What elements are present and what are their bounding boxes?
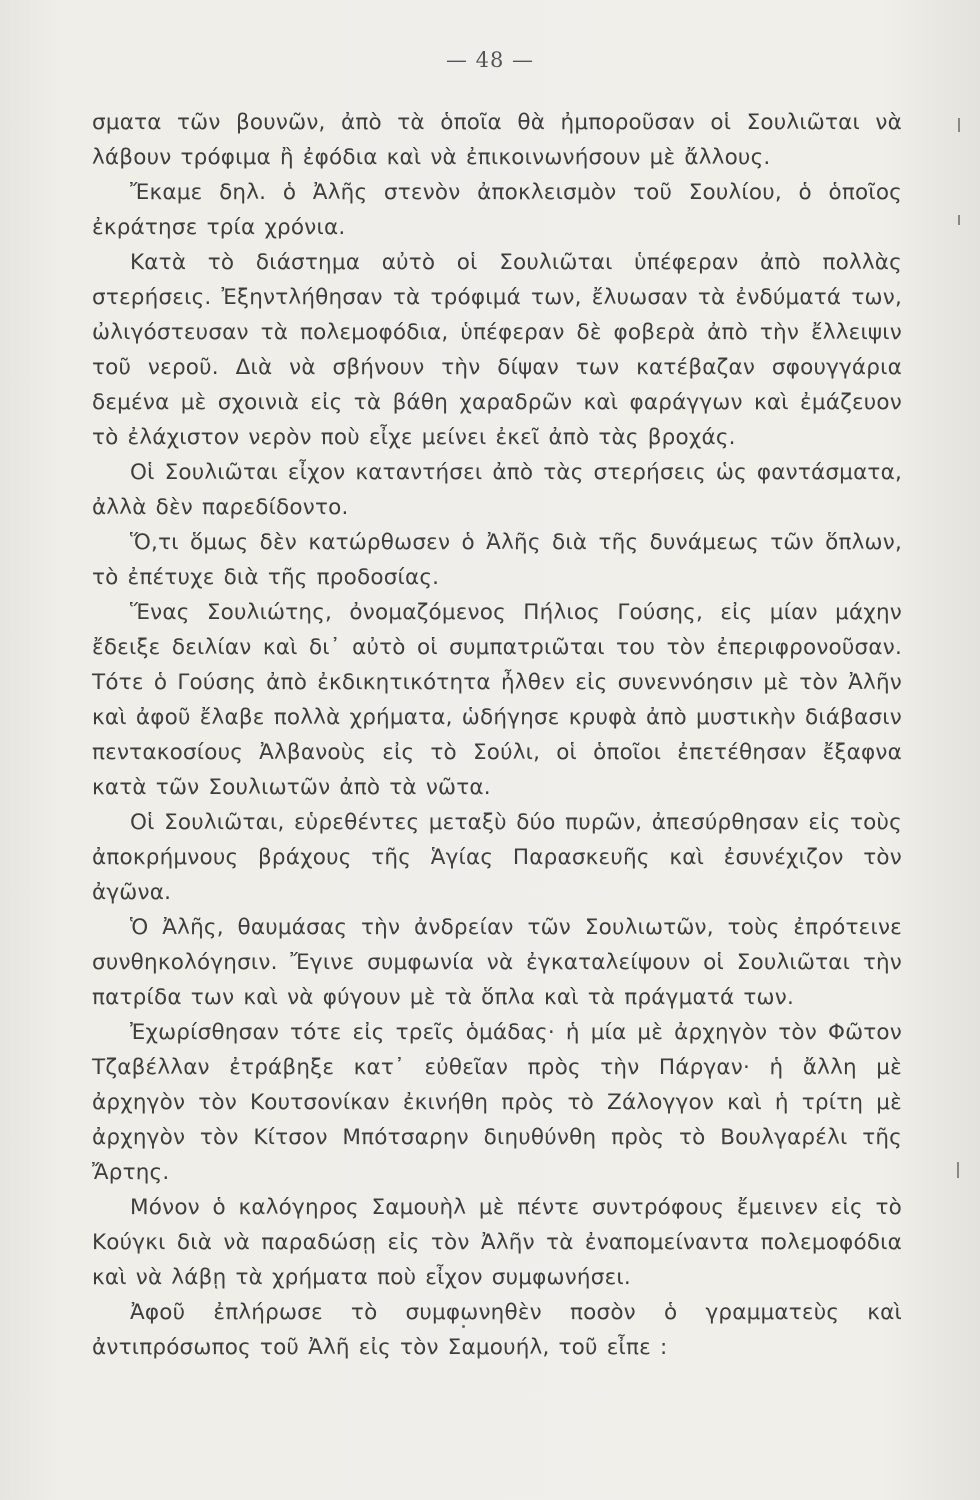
paragraph: Ὁ Ἀλῆς, θαυμάσας τὴν ἀνδρείαν τῶν Σουλιωτῶν, τοὺς ἐπρότεινε συνθηκολόγησιν. Ἔγινε συμφωνία νὰ ἐγκαταλείψουν οἱ Σουλιῶται τὴν πατρίδα των καὶ νὰ φύγουν μὲ τὰ ὅπλα καὶ τὰ πράγματά των. — [92, 915, 902, 1010]
paragraph: Μόνον ὁ καλόγηρος Σαμουὴλ μὲ πέντε συντρόφους ἔμεινεν εἰς τὸ Κούγκι διὰ νὰ παραδώσῃ εἰς τὸν Ἀλῆν τὰ ἐναπομείναντα πολεμοφόδια καὶ νὰ λάβῃ τὰ χρήματα ποὺ εἶχον συμφωνήσει. — [92, 1195, 902, 1290]
paragraph: Ἕνας Σουλιώτης, ὀνομαζόμενος Πήλιος Γούσης, εἰς μίαν μάχην ἔδειξε δειλίαν καὶ δι᾽ αὐτὸ οἱ συμπατριῶται του τὸν ἐπεριφρονοῦσαν. Τότε ὁ Γούσης ἀπὸ ἐκδικητικότητα ἦλθεν εἰς συνεννόησιν μὲ τὸν Ἀλῆν καὶ ἀφοῦ ἔλαβε πολλὰ χρήματα, ὡδήγησε κρυφὰ ἀπὸ μυστικὴν διάβασιν πεντακοσίους Ἀλβανοὺς εἰς τὸ Σούλι, οἱ ὁποῖοι ἐπετέθησαν ἔξαφνα κατὰ τῶν Σουλιωτῶν ἀπὸ τὰ νῶτα. — [92, 600, 902, 800]
paragraph: Ἀφοῦ ἐπλήρωσε τὸ συμφωνηθὲν ποσὸν ὁ γραμματεὺς καὶ ἀντιπρόσωπος τοῦ Ἀλῆ εἰς τὸν Σαμουήλ, τοῦ εἶπε : — [92, 1300, 902, 1360]
edge-mark — [958, 215, 960, 225]
paragraph: Κατὰ τὸ διάστημα αὐτὸ οἱ Σουλιῶται ὑπέφεραν ἀπὸ πολλὰς στερήσεις. Ἐξηντλήθησαν τὰ τρόφιμά των, ἔλυωσαν τὰ ἐνδύματά των, ὠλιγόστευσαν τὰ πολεμοφόδια, ὑπέφεραν δὲ φοβερὰ ἀπὸ τὴν ἔλλειψιν τοῦ νεροῦ. Διὰ νὰ σβήνουν τὴν δίψαν των κατέβαζαν σφουγγάρια δεμένα μὲ σχοινιὰ εἰς τὰ βάθη χαραδρῶν καὶ φαράγγων καὶ ἐμάζευον τὸ ἐλάχιστον νερὸν ποὺ εἶχε μείνει ἐκεῖ ἀπὸ τὰς βροχάς. — [92, 250, 902, 450]
paragraph-continuation: σματα τῶν βουνῶν, ἀπὸ τὰ ὁποῖα θὰ ἠμποροῦσαν οἱ Σουλιῶται νὰ λάβουν τρόφιμα ἢ ἐφόδια καὶ νὰ ἐπικοινωνήσουν μὲ ἄλλους. — [92, 110, 902, 170]
edge-mark — [958, 118, 960, 132]
paragraph: Οἱ Σουλιῶται εἶχον καταντήσει ἀπὸ τὰς στερήσεις ὡς φαντάσματα, ἀλλὰ δὲν παρεδίδοντο. — [92, 460, 902, 520]
print-speck — [462, 1325, 465, 1328]
paragraph: Οἱ Σουλιῶται, εὑρεθέντες μεταξὺ δύο πυρῶν, ἀπεσύρθησαν εἰς τοὺς ἀποκρήμνους βράχους τῆς Ἁγίας Παρασκευῆς καὶ ἐσυνέχιζον τὸν ἀγῶνα. — [92, 810, 902, 905]
edge-mark — [957, 1162, 959, 1178]
page-number: — 48 — — [445, 48, 535, 72]
paragraph: Ὅ,τι ὅμως δὲν κατώρθωσεν ὁ Ἀλῆς διὰ τῆς δυνάμεως τῶν ὅπλων, τὸ ἐπέτυχε διὰ τῆς προδοσίας. — [92, 530, 902, 590]
body-text — [92, 105, 902, 1365]
paragraph: Ἔκαμε δηλ. ὁ Ἀλῆς στενὸν ἀποκλεισμὸν τοῦ Σουλίου, ὁ ὁποῖος ἐκράτησε τρία χρόνια. — [92, 180, 902, 240]
paragraph: Ἐχωρίσθησαν τότε εἰς τρεῖς ὁμάδας· ἡ μία μὲ ἀρχηγὸν τὸν Φῶτον Τζαβέλλαν ἐτράβηξε κατ᾽ εὐθεῖαν πρὸς τὴν Πάργαν· ἡ ἄλλη μὲ ἀρχηγὸν τὸν Κουτσονίκαν ἐκινήθη πρὸς τὸ Ζάλογγον καὶ ἡ τρίτη μὲ ἀρχηγὸν τὸν Κίτσον Μπότσαρην διηυθύνθη πρὸς τὸ Βουλγαρέλι τῆς Ἄρτης. — [92, 1020, 902, 1185]
